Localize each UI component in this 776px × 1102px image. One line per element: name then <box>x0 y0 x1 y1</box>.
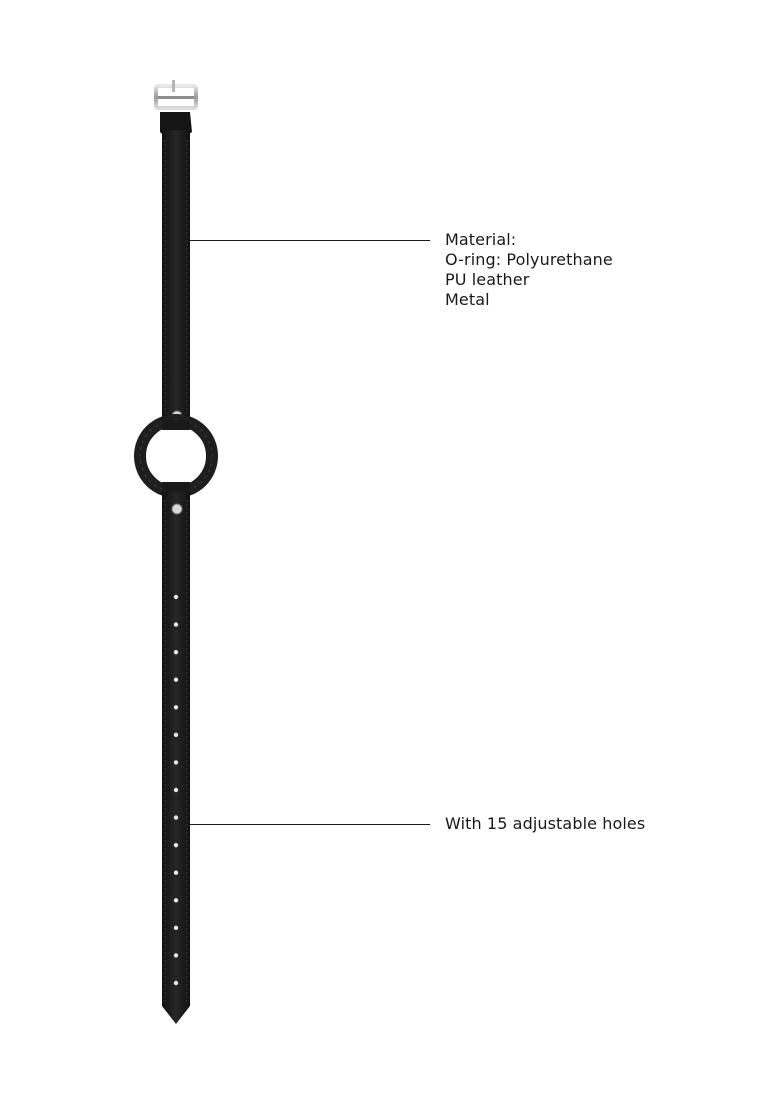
material-heading: Material: <box>445 230 517 249</box>
strap-hole <box>174 953 178 957</box>
strap-hole <box>174 898 178 902</box>
strap-hole <box>174 788 178 792</box>
strap-hole <box>174 733 178 737</box>
strap-hole <box>174 705 178 709</box>
material-line-oring: O-ring: Polyurethane <box>445 250 613 269</box>
strap-hole <box>174 595 178 599</box>
upper-strap <box>160 112 192 426</box>
strap-hole <box>174 843 178 847</box>
holes-callout-line <box>190 824 430 825</box>
lower-strap <box>162 492 190 1024</box>
material-callout-line <box>190 240 430 241</box>
strap-hole <box>174 622 178 626</box>
material-line-pu: PU leather <box>445 270 530 289</box>
adjustable-holes <box>174 595 178 985</box>
strap-hole <box>174 926 178 930</box>
holes-callout <box>445 814 645 834</box>
buckle-icon <box>156 80 196 108</box>
lower-rivet <box>172 504 182 514</box>
o-ring-icon <box>140 420 212 494</box>
strap-hole <box>174 981 178 985</box>
material-callout <box>445 230 613 310</box>
strap-hole <box>174 871 178 875</box>
strap-hole <box>174 815 178 819</box>
material-line-metal: Metal <box>445 290 490 309</box>
strap-hole <box>174 760 178 764</box>
strap-hole <box>174 650 178 654</box>
holes-label: With 15 adjustable holes <box>445 814 646 833</box>
strap-hole <box>174 678 178 682</box>
